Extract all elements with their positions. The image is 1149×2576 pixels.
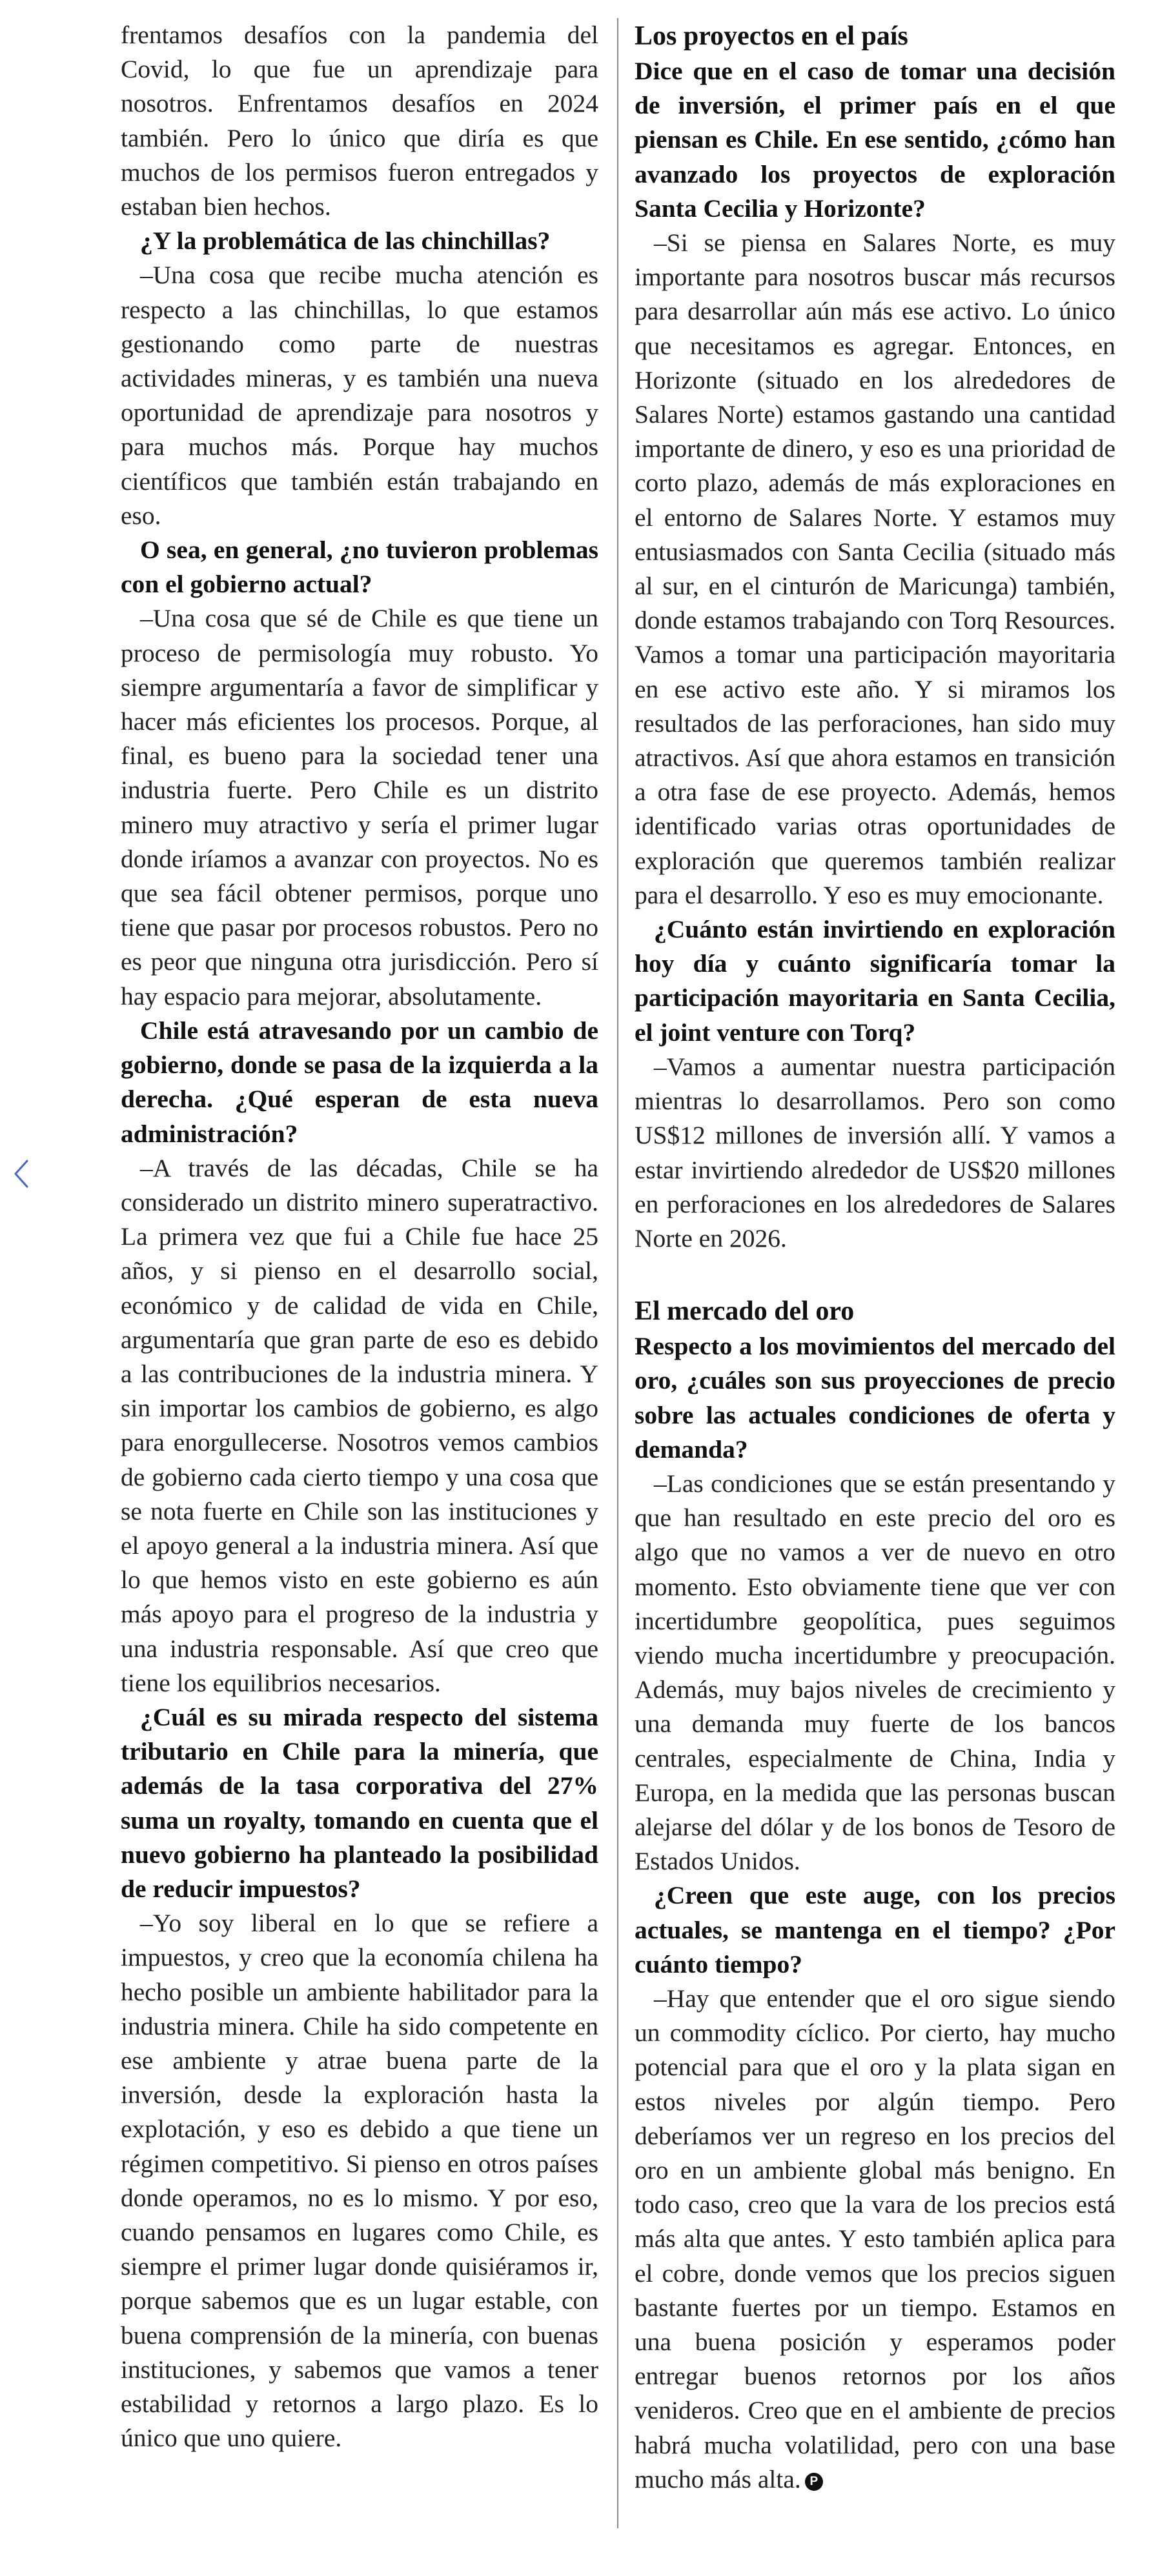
paragraph-text: Los proyectos en el país xyxy=(635,21,908,51)
interview-answer xyxy=(635,1467,1115,1878)
paragraph-text: Respecto a los movimientos del mercado del oro, ¿cuáles son sus proyecciones de precio sobre las actuales condiciones de oferta y demanda? xyxy=(635,1332,1115,1464)
interview-question xyxy=(635,1878,1115,1982)
interview-question xyxy=(121,224,598,258)
interview-question xyxy=(635,912,1115,1050)
chevron-left-icon xyxy=(13,1159,30,1189)
paragraph-text: –Una cosa que sé de Chile es que tiene un proceso de permisología muy robusto. Yo siempre argumentaría a favor de simplificar y hacer más eficientes los procesos. Porque, al final, es bueno para la sociedad tener una industria fuerte. Pero Chile es un distrito minero muy atractivo y sería el primer lugar donde iríamos a avanzar con proyectos. No es que sea fácil obtener permisos, porque uno tiene que pasar por procesos robustos. Pero no es peor que ninguna otra jurisdicción. Pero sí hay espacio para mejorar, absolutamente. xyxy=(121,604,598,1011)
interview-question xyxy=(121,1700,598,1906)
paragraph-text: –Vamos a aumentar nuestra participación mientras lo desarrollamos. Pero son como US$12 millones de inversión allí. Y vamos a estar invirtiendo alrededor de US$20 millones en perforaciones en los alrededores de Salares Norte en 2026. xyxy=(635,1052,1115,1253)
paragraph-text: –Yo soy liberal en lo que se refiere a impuestos, y creo que la economía chilena ha hecho posible un ambiente habilitador para la industria minera. Chile ha sido competente en ese ambiente y atrae buena parte de la inversión, desde la exploración hasta la explotación, y eso es debido a que tiene un régimen competitivo. Si pienso en otros países donde operamos, no es lo mismo. Y por eso, cuando pensamos en lugares como Chile, es siempre el primer lugar donde quisiéramos ir, porque sabemos que es un lugar estable, con buena comprensión de la minería, con buenas instituciones, y sabemos que vamos a tener estabilidad y retornos a largo plazo. Es lo único que uno quiere. xyxy=(121,1909,598,2453)
paragraph-text: Chile está atravesando por un cambio de gobierno, donde se pasa de la izquierda a la derecha. ¿Qué esperan de esta nueva administración? xyxy=(121,1016,598,1148)
paragraph-text: ¿Creen que este auge, con los precios actuales, se mantenga en el tiempo? ¿Por cuánto tiempo? xyxy=(635,1881,1115,1978)
paragraph-text: ¿Cuánto están invirtiendo en exploración hoy día y cuánto significaría tomar la participación mayoritaria en Santa Cecilia, el joint venture con Torq? xyxy=(635,915,1115,1047)
paragraph-text: –Hay que entender que el oro sigue siendo un commodity cíclico. Por cierto, hay mucho potencial para que el oro y la plata sigan en estos niveles por algún tiempo. Pero deberíamos ver un regreso en los precios del oro en un ambiente global más benigno. En todo caso, creo que la vara de los precios está más alta que antes. Y esto también aplica para el cobre, donde vemos que los precios siguen bastante fuertes por un tiempo. Estamos en una buena posición y esperamos poder entregar buenos retornos por los años venideros. Creo que en el ambiente de precios habrá mucha volatilidad, pero con una base mucho más alta. xyxy=(635,1984,1115,2493)
article-column-left xyxy=(121,18,598,2455)
back-button[interactable] xyxy=(5,1151,37,1196)
interview-answer xyxy=(121,601,598,1013)
interview-answer xyxy=(121,1906,598,2455)
column-divider xyxy=(617,18,618,2528)
interview-answer xyxy=(635,1050,1115,1256)
paragraph-text: Dice que en el caso de tomar una decisión de inversión, el primer país en el que piensan es Chile. En ese sentido, ¿cómo han avanzado los proyectos de exploración Santa Cecilia y Horizonte? xyxy=(635,57,1115,223)
interview-question xyxy=(635,1329,1115,1467)
paragraph-text: –A través de las décadas, Chile se ha considerado un distrito minero superatractivo. La primera vez que fui a Chile fue hace 25 años, y si pienso en el desarrollo social, económico y de calidad de vida en Chile, argumentaría que gran parte de eso es debido a las contribuciones de la industria minera. Y sin importar los cambios de gobierno, es algo para enorgullecerse. Nosotros vemos cambios de gobierno cada cierto tiempo y una cosa que se nota fuerte en Chile son las instituciones y el apoyo general a la industria minera. Así que lo que hemos visto en este gobierno es aún más apoyo para el progreso de la industria y una industria responsable. Así que creo que tiene los equilibrios necesarios. xyxy=(121,1153,598,1697)
interview-answer xyxy=(121,18,598,224)
end-of-article-mark: P xyxy=(805,2473,823,2491)
section-heading xyxy=(635,1293,1115,1329)
interview-answer xyxy=(635,1982,1115,2497)
paragraph-text: –Una cosa que recibe mucha atención es respecto a las chinchillas, lo que estamos gestionando como parte de nuestras actividades mineras, y es también una nueva oportunidad de aprendizaje para nosotros y para muchos más. Porque hay muchos científicos que también están trabajando en eso. xyxy=(121,261,598,530)
article-column-right xyxy=(635,18,1115,2497)
interview-question xyxy=(121,1014,598,1151)
interview-question xyxy=(635,54,1115,226)
paragraph-text: O sea, en general, ¿no tuvieron problemas con el gobierno actual? xyxy=(121,536,598,599)
paragraph-text: ¿Cuál es su mirada respecto del sistema tributario en Chile para la minería, que además de la tasa corporativa del 27% suma un royalty, tomando en cuenta que el nuevo gobierno ha planteado la posibilidad de reducir impuestos? xyxy=(121,1702,598,1903)
paragraph-text: ¿Y la problemática de las chinchillas? xyxy=(140,226,551,256)
paragraph-text: –Las condiciones que se están presentando y que han resultado en este precio del oro es algo que no vamos a ver de nuevo en otro momento. Esto obviamente tiene que ver con incertidumbre geopolítica, pues seguimos viendo mucha incertidumbre y preocupación. Además, muy bajos niveles de crecimiento y una demanda muy fuerte de los bancos centrales, especialmente de China, India y Europa, en la medida que las personas buscan alejarse del dólar y de los bonos de Tesoro de Estados Unidos. xyxy=(635,1469,1115,1876)
interview-answer xyxy=(635,226,1115,912)
section-heading xyxy=(635,18,1115,54)
interview-question xyxy=(121,533,598,601)
interview-answer xyxy=(121,258,598,533)
paragraph-text: El mercado del oro xyxy=(635,1296,855,1327)
paragraph-text: frentamos desafíos con la pandemia del Covid, lo que fue un aprendizaje para nosotros. Enfrentamos desafíos en 2024 también. Pero lo único que diría es que muchos de los permisos fueron entregados y estaban bien hechos. xyxy=(121,21,598,221)
paragraph-text: –Si se piensa en Salares Norte, es muy importante para nosotros buscar más recursos para desarrollar aún más ese activo. Lo único que necesitamos es agregar. Entonces, en Horizonte (situado en los alrededores de Salares Norte) estamos gastando una cantidad importante de dinero, y eso es una prioridad de corto plazo, además de más exploraciones en el entorno de Salares Norte. Y estamos muy entusiasmados con Santa Cecilia (situado más al sur, en el cinturón de Maricunga) también, donde estamos trabajando con Torq Resources. Vamos a tomar una participación mayoritaria en ese activo este año. Y si miramos los resultados de las perforaciones, han sido muy atractivos. Así que ahora estamos en transición a otra fase de ese proyecto. Además, hemos identificado varias otras oportunidades de exploración que queremos también realizar para el desarrollo. Y eso es muy emocionante. xyxy=(635,228,1115,909)
interview-answer xyxy=(121,1151,598,1700)
